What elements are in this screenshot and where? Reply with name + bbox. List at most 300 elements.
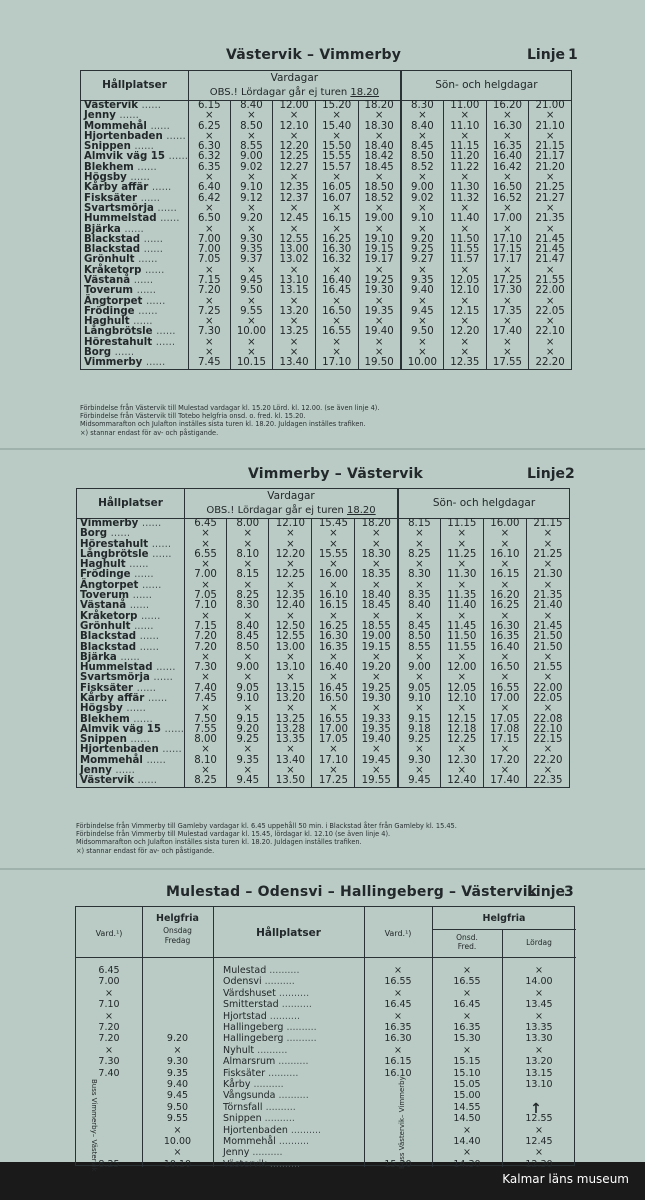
stop-name: Hörestahult ...... xyxy=(81,338,189,348)
departure-time: 9.10 xyxy=(230,183,273,193)
departure-time: × xyxy=(184,581,226,591)
departure-time: 13.28 xyxy=(269,725,312,735)
departure-time: × xyxy=(315,317,358,327)
departure-time: 8.50 xyxy=(401,152,444,162)
departure-time: × xyxy=(358,173,401,183)
departure-time: 6.45 xyxy=(184,519,226,530)
departure-time: × xyxy=(273,224,316,234)
departure-time: 9.15 xyxy=(398,715,440,725)
departure-time: 12.10 xyxy=(440,694,483,704)
departure-time: 12.15 xyxy=(443,307,486,317)
departure-time: 16.42 xyxy=(486,163,529,173)
departure-time: × xyxy=(486,348,529,358)
departure-time: × xyxy=(440,540,483,550)
departure-time: 21.15 xyxy=(526,519,569,530)
departure-time: 9.20 xyxy=(166,1033,189,1045)
departure-time: 12.27 xyxy=(273,163,316,173)
stop-name: Hjortenbaden ...... xyxy=(77,745,185,755)
departure-time: 16.15 xyxy=(312,601,355,611)
departure-time: 12.55 xyxy=(269,632,312,642)
departure-time: 12.30 xyxy=(440,756,483,766)
departure-time: × xyxy=(273,173,316,183)
departure-time: 11.10 xyxy=(443,122,486,132)
departure-time: 11.20 xyxy=(443,152,486,162)
departure-time: 21.25 xyxy=(529,183,572,193)
departure-time: 16.55 xyxy=(483,684,526,694)
departure-time: 11.32 xyxy=(443,194,486,204)
departure-time: 17.35 xyxy=(486,307,529,317)
stop-name: Ängtorpet ...... xyxy=(81,297,189,307)
departure-time: 19.10 xyxy=(358,235,401,245)
departure-time: 12.20 xyxy=(269,550,312,560)
stop-name: Hummelstad ...... xyxy=(81,214,189,224)
departure-time: 13.15 xyxy=(273,286,316,296)
departure-time: 19.25 xyxy=(358,276,401,286)
departure-time: × xyxy=(526,673,569,683)
stop-name: Jenny .......... xyxy=(223,1147,283,1159)
departure-time: 6.35 xyxy=(188,163,230,173)
header-holiday: Sön- och helgdagar xyxy=(401,71,572,101)
departure-time: × xyxy=(483,673,526,683)
departure-time: 9.20 xyxy=(230,214,273,224)
line1-table xyxy=(80,70,572,370)
departure-time: × xyxy=(398,612,440,622)
departure-time: × xyxy=(269,529,312,539)
departure-time: × xyxy=(105,987,113,999)
departure-time: 12.10 xyxy=(443,286,486,296)
departure-time: 10.00 xyxy=(230,327,273,337)
departure-time: 13.25 xyxy=(273,327,316,337)
departure-time: 22.08 xyxy=(526,715,569,725)
stop-name: Långbrötsle ...... xyxy=(81,327,189,337)
line2-table xyxy=(76,488,570,788)
departure-time: 16.35 xyxy=(483,632,526,642)
departure-time: × xyxy=(355,766,398,776)
departure-time: × xyxy=(312,766,355,776)
departure-time: × xyxy=(398,560,440,570)
departure-time: 12.05 xyxy=(440,684,483,694)
departure-time: 15.30 xyxy=(453,1033,481,1045)
departure-time: 16.10 xyxy=(483,550,526,560)
footnote: ×) stannar endast för av- och påstigande. xyxy=(76,846,215,855)
departure-time: × xyxy=(269,745,312,755)
departure-time: 13.00 xyxy=(273,245,316,255)
departure-time: × xyxy=(227,704,269,714)
stop-name: Högsby ...... xyxy=(81,173,189,183)
timetable-row xyxy=(77,529,570,539)
departure-time: × xyxy=(529,266,572,276)
stop-name: Hjortenbaden ...... xyxy=(81,132,189,142)
departure-time: 12.35 xyxy=(273,183,316,193)
departure-time: 16.55 xyxy=(315,327,358,337)
line2-header xyxy=(0,466,645,490)
departure-time: 16.20 xyxy=(486,101,529,112)
timetable-row xyxy=(77,776,570,787)
departure-time: 10.15 xyxy=(230,358,273,369)
departure-time: 16.10 xyxy=(384,1067,412,1079)
departure-time: 12.20 xyxy=(273,142,316,152)
departure-time: 16.00 xyxy=(483,519,526,530)
departure-time: 9.50 xyxy=(230,286,273,296)
stop-name: Fisksäter ...... xyxy=(77,684,185,694)
departure-time: × xyxy=(312,560,355,570)
departure-time: 11.50 xyxy=(443,235,486,245)
stop-name: Mommehål ...... xyxy=(81,122,189,132)
timetable-row xyxy=(81,101,572,112)
departure-time: 9.55 xyxy=(230,307,273,317)
departure-time: 21.55 xyxy=(526,663,569,673)
stop-name: Vimmerby ...... xyxy=(81,358,189,369)
departure-time: × xyxy=(440,673,483,683)
stop-name: Mommehål .......... xyxy=(223,1136,310,1147)
departure-time: 18.45 xyxy=(355,601,398,611)
departure-time: 16.05 xyxy=(315,183,358,193)
departure-time: × xyxy=(188,224,230,234)
departure-time: × xyxy=(443,338,486,348)
departure-time: × xyxy=(273,111,316,121)
departure-time: × xyxy=(230,132,273,142)
stop-name: Blekhem ...... xyxy=(77,715,185,725)
departure-time: 9.50 xyxy=(166,1101,189,1113)
departure-time: 8.40 xyxy=(227,622,269,632)
departure-time: 12.25 xyxy=(269,570,312,580)
departure-time: 16.15 xyxy=(483,570,526,580)
departure-time: × xyxy=(398,745,440,755)
departure-time: × xyxy=(315,173,358,183)
stop-name: Vimmerby ...... xyxy=(77,519,185,530)
departure-time: × xyxy=(526,581,569,591)
departure-time: × xyxy=(398,673,440,683)
departure-time: × xyxy=(269,612,312,622)
stop-name: Grönhult ...... xyxy=(77,622,185,632)
departure-time: × xyxy=(486,224,529,234)
departure-time: 7.55 xyxy=(184,725,226,735)
departure-time: 6.45 xyxy=(98,965,120,976)
departure-time: 8.15 xyxy=(398,519,440,530)
departure-time: × xyxy=(230,204,273,214)
departure-time: 13.25 xyxy=(269,715,312,725)
departure-time: × xyxy=(230,297,273,307)
stop-name: Långbrötsle ...... xyxy=(77,550,185,560)
departure-time: × xyxy=(440,581,483,591)
timetable-row xyxy=(81,338,572,348)
departure-time: 11.45 xyxy=(440,622,483,632)
departure-time: 9.18 xyxy=(398,725,440,735)
departure-time: 16.30 xyxy=(315,245,358,255)
departure-time: × xyxy=(529,132,572,142)
departure-time: × xyxy=(173,1147,182,1159)
departure-time: 17.25 xyxy=(312,776,355,787)
stop-name: Hallingeberg .......... xyxy=(223,1033,317,1045)
departure-time: 22.00 xyxy=(526,684,569,694)
departure-time: × xyxy=(184,612,226,622)
departure-time: 17.15 xyxy=(486,245,529,255)
departure-time: 16.10 xyxy=(312,591,355,601)
departure-time: 21.40 xyxy=(526,601,569,611)
departure-time: 9.45 xyxy=(401,307,444,317)
museum-credit: Kalmar läns museum xyxy=(502,1172,629,1186)
timetable-row xyxy=(77,519,570,530)
departure-time: 12.45 xyxy=(525,1136,553,1147)
departure-time: 16.32 xyxy=(315,255,358,265)
departure-time: × xyxy=(443,224,486,234)
departure-time: 12.40 xyxy=(440,776,483,787)
departure-time: 7.20 xyxy=(98,1033,120,1045)
col-vard-right: Vard.¹) xyxy=(384,929,412,938)
departure-time: 13.45 xyxy=(525,999,553,1011)
departure-time: × xyxy=(398,653,440,663)
departure-time: × xyxy=(315,132,358,142)
departure-time: 13.15 xyxy=(525,1067,553,1079)
departure-time: × xyxy=(401,111,444,121)
departure-time: × xyxy=(355,560,398,570)
departure-time: 17.05 xyxy=(312,735,355,745)
departure-time: × xyxy=(273,338,316,348)
departure-time: 19.15 xyxy=(355,642,398,652)
line1-notes xyxy=(80,404,600,437)
departure-time: × xyxy=(273,317,316,327)
stop-name: Blackstad ...... xyxy=(77,632,185,642)
stop-name: Kårby affär ...... xyxy=(77,694,185,704)
departure-time: 9.35 xyxy=(230,245,273,255)
departure-time: 17.30 xyxy=(486,286,529,296)
departure-time: × xyxy=(312,612,355,622)
departure-time: × xyxy=(486,266,529,276)
departure-time: × xyxy=(483,704,526,714)
departure-time: 13.10 xyxy=(525,1079,553,1090)
header-stops: Hållplatser xyxy=(77,489,185,519)
departure-time: × xyxy=(273,132,316,142)
col-helgfria: Helgfria xyxy=(156,913,199,924)
col-onsdag: Onsdag xyxy=(163,926,192,935)
stop-name: Borg ...... xyxy=(81,348,189,358)
departure-time: 18.20 xyxy=(355,519,398,530)
departure-time: 12.05 xyxy=(443,276,486,286)
departure-time: 22.05 xyxy=(529,307,572,317)
stop-name: Almvik väg 15 ...... xyxy=(81,152,189,162)
departure-time: 19.15 xyxy=(358,245,401,255)
stop-name: Kråketorp ...... xyxy=(81,266,189,276)
departure-time: × xyxy=(230,266,273,276)
stop-name: Bjärka ...... xyxy=(81,224,189,234)
departure-time: 12.15 xyxy=(440,715,483,725)
stop-name: Västanå ...... xyxy=(81,276,189,286)
departure-time: 21.20 xyxy=(529,163,572,173)
departure-time: 19.45 xyxy=(355,756,398,766)
departure-time: 16.45 xyxy=(315,286,358,296)
departure-time: × xyxy=(443,266,486,276)
departure-time: 22.10 xyxy=(526,725,569,735)
departure-time: 12.25 xyxy=(440,735,483,745)
departure-time: 8.52 xyxy=(401,163,444,173)
departure-time: 16.55 xyxy=(312,715,355,725)
departure-time: × xyxy=(526,745,569,755)
departure-time: × xyxy=(184,745,226,755)
departure-time: 16.00 xyxy=(312,570,355,580)
departure-time: 7.00 xyxy=(98,976,120,988)
departure-time: 8.50 xyxy=(227,642,269,652)
stop-name: Haghult ...... xyxy=(81,317,189,327)
footnote: Förbindelse från Vimmerby till Gamleby vardagar kl. 6.45 uppehåll 50 min. i Blackstad åter från Gamleby kl. 15.45. xyxy=(76,822,457,830)
departure-time: 18.42 xyxy=(358,152,401,162)
departure-time: × xyxy=(443,348,486,358)
departure-time: × xyxy=(463,1010,471,1022)
departure-time: × xyxy=(188,204,230,214)
header-stops: Hållplatser xyxy=(81,71,189,101)
departure-time: 21.10 xyxy=(529,122,572,132)
departure-time: 9.20 xyxy=(227,725,269,735)
departure-time: × xyxy=(401,266,444,276)
departure-time: 22.20 xyxy=(529,358,572,369)
departure-time: × xyxy=(355,612,398,622)
departure-time: × xyxy=(463,987,471,999)
departure-time: 19.17 xyxy=(358,255,401,265)
departure-time: 7.00 xyxy=(188,245,230,255)
departure-time: × xyxy=(315,224,358,234)
departure-time: × xyxy=(440,529,483,539)
departure-time: × xyxy=(526,766,569,776)
departure-time: 19.35 xyxy=(355,725,398,735)
departure-time: × xyxy=(227,745,269,755)
departure-time: × xyxy=(443,132,486,142)
departure-time: × xyxy=(173,1044,182,1056)
departure-time: 7.20 xyxy=(184,642,226,652)
departure-time: 6.25 xyxy=(188,122,230,132)
stop-name: Odensvi .......... xyxy=(223,976,295,988)
footnote: Förbindelse från Västervik till Totebo helgfria onsd. o. fred. kl. 15.20. xyxy=(80,412,306,421)
departure-time: × xyxy=(535,1147,543,1159)
departure-time: 17.25 xyxy=(486,276,529,286)
stop-name: Mommehål ...... xyxy=(77,756,185,766)
departure-time: × xyxy=(526,529,569,539)
stop-name: Frödinge ...... xyxy=(81,307,189,317)
footnote: ×) stannar endast för av- och påstigande. xyxy=(80,428,219,437)
departure-time: 16.55 xyxy=(384,976,412,988)
col-lordag: Lördag xyxy=(526,938,552,947)
departure-time: 15.50 xyxy=(315,142,358,152)
departure-time: 6.50 xyxy=(188,214,230,224)
departure-time: 16.40 xyxy=(486,152,529,162)
departure-time: 8.10 xyxy=(227,550,269,560)
line1-number: 1 xyxy=(568,47,578,63)
departure-time: 9.02 xyxy=(401,194,444,204)
col-onsd: Onsd. xyxy=(456,933,478,942)
departure-time: 19.55 xyxy=(355,776,398,787)
departure-time: 21.55 xyxy=(529,276,572,286)
departure-time: 21.50 xyxy=(526,642,569,652)
departure-time: 13.20 xyxy=(269,694,312,704)
departure-time: × xyxy=(184,704,226,714)
departure-time: 8.40 xyxy=(398,601,440,611)
departure-time: 13.50 xyxy=(269,776,312,787)
stop-name: Blekhem ...... xyxy=(81,163,189,173)
departure-time: 16.15 xyxy=(384,1056,412,1068)
col-stops: Hållplatser xyxy=(256,927,321,939)
departure-time: 7.20 xyxy=(98,1022,120,1033)
departure-time: 9.05 xyxy=(398,684,440,694)
departure-time: 12.30 xyxy=(525,1158,553,1170)
line2-notes xyxy=(76,822,616,855)
departure-time: × xyxy=(358,111,401,121)
departure-time: × xyxy=(358,132,401,142)
departure-time: × xyxy=(486,297,529,307)
timetable-row xyxy=(81,307,572,317)
departure-time: 9.30 xyxy=(230,235,273,245)
departure-time: 19.30 xyxy=(355,694,398,704)
stop-name: Smitterstad .......... xyxy=(223,999,312,1011)
departure-time: × xyxy=(184,653,226,663)
departure-time: 15.55 xyxy=(312,550,355,560)
departure-time: 8.45 xyxy=(398,622,440,632)
header-weekday-note: OBS.! Lördagar går ej turen 18.20 xyxy=(184,504,398,519)
departure-time: × xyxy=(443,317,486,327)
line1-route-title: Västervik – Vimmerby xyxy=(226,47,402,63)
departure-time: 7.30 xyxy=(188,327,230,337)
departure-time: 9.25 xyxy=(398,735,440,745)
departure-time: 8.30 xyxy=(401,101,444,112)
departure-time: × xyxy=(486,173,529,183)
departure-time: × xyxy=(230,338,273,348)
departure-time: 16.40 xyxy=(483,642,526,652)
departure-time: 15.10 xyxy=(453,1067,481,1079)
departure-time: 12.55 xyxy=(273,235,316,245)
departure-time: 11.30 xyxy=(443,183,486,193)
departure-time: × xyxy=(184,560,226,570)
timetable-row xyxy=(81,214,572,224)
departure-time: 9.27 xyxy=(401,255,444,265)
departure-time: × xyxy=(188,266,230,276)
departure-time: 21.30 xyxy=(526,570,569,580)
departure-time: × xyxy=(355,529,398,539)
departure-time: 11.30 xyxy=(440,570,483,580)
line2-label: Linje xyxy=(527,466,565,482)
departure-time: 12.55 xyxy=(525,1113,553,1125)
departure-time: × xyxy=(486,111,529,121)
departure-time: 8.50 xyxy=(230,122,273,132)
departure-time: 8.25 xyxy=(98,1158,120,1170)
departure-time: 17.00 xyxy=(483,694,526,704)
departure-time: 15.40 xyxy=(315,122,358,132)
departure-time: 8.00 xyxy=(184,735,226,745)
departure-time: 11.35 xyxy=(440,591,483,601)
departure-time: 9.00 xyxy=(401,183,444,193)
departure-time: × xyxy=(401,317,444,327)
stop-name: Jenny ...... xyxy=(77,766,185,776)
departure-time: 8.35 xyxy=(398,591,440,601)
departure-time: 9.40 xyxy=(166,1079,189,1090)
arrow-up-icon: ↑ xyxy=(530,1101,542,1117)
departure-time: × xyxy=(526,704,569,714)
departure-time: 16.25 xyxy=(312,622,355,632)
stop-name: Törnsfall .......... xyxy=(223,1101,296,1113)
departure-time: 6.55 xyxy=(184,550,226,560)
departure-time: 13.15 xyxy=(269,684,312,694)
departure-time: × xyxy=(273,204,316,214)
departure-time: × xyxy=(315,338,358,348)
departure-time: × xyxy=(358,338,401,348)
departure-time: 11.55 xyxy=(440,642,483,652)
departure-time: × xyxy=(188,348,230,358)
departure-time: × xyxy=(483,745,526,755)
departure-time: 9.10 xyxy=(398,694,440,704)
departure-time: × xyxy=(188,111,230,121)
departure-time: 18.35 xyxy=(355,570,398,580)
departure-time: × xyxy=(463,1044,471,1056)
departure-time: 22.05 xyxy=(526,694,569,704)
departure-time: × xyxy=(440,745,483,755)
departure-time: 9.10 xyxy=(227,694,269,704)
departure-time: 19.20 xyxy=(355,663,398,673)
